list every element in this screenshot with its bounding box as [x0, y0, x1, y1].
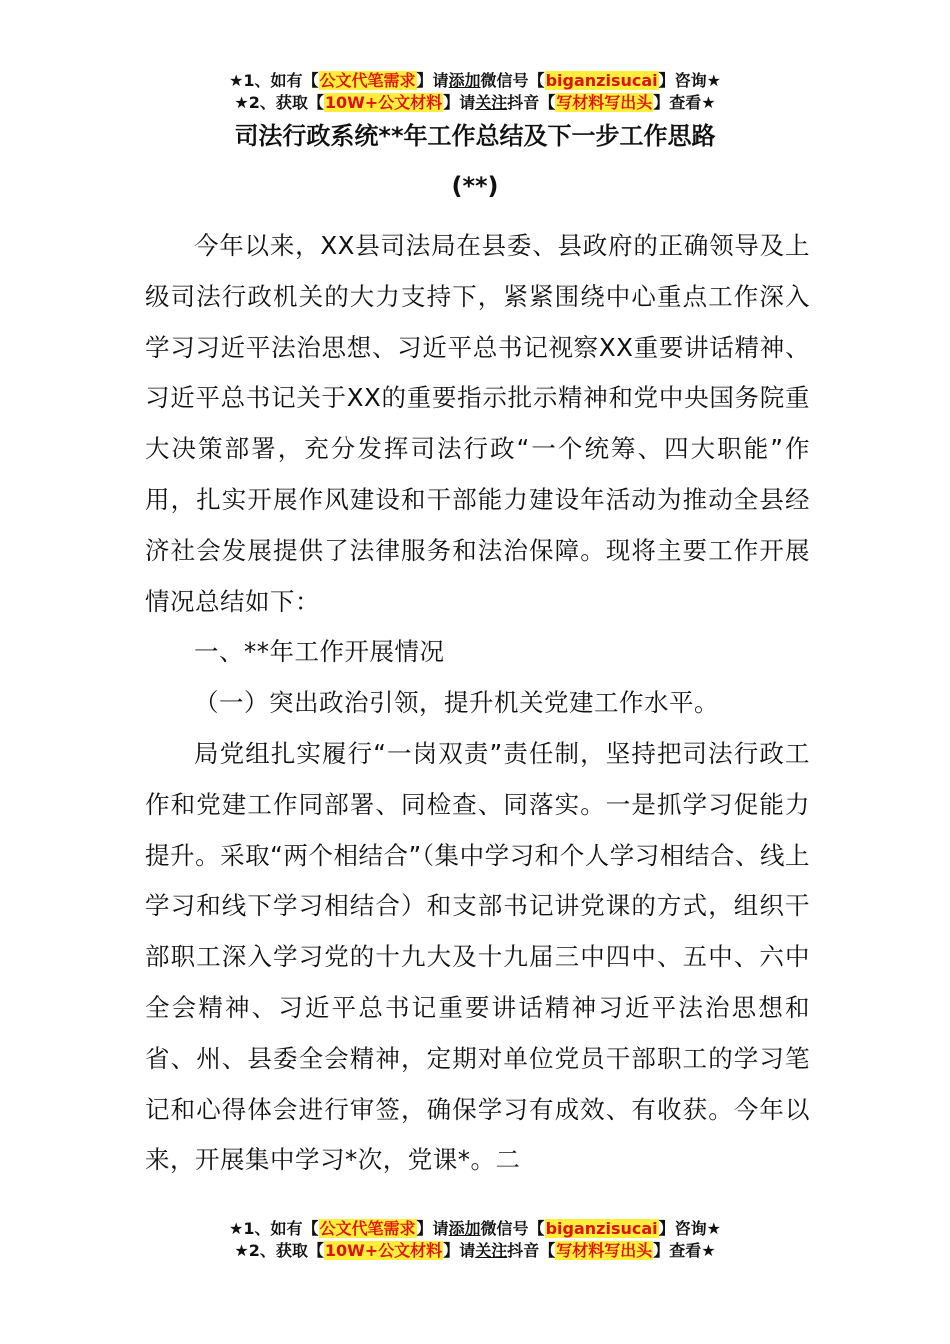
banner-underlined: 添加	[448, 71, 481, 90]
paragraph-party-building: 局党组扎实履行“一岗双责”责任制，坚持把司法行政工作和党建工作同部署、同检查、同落实。一是抓学习促能力提升。采取“两个相结合”（集中学习和个人学习相结合、线上学习和线下学习相结合）和支部书记讲党课的方式，组织干部职工深入学习党的十九大及十九届三中四中、五中、六中全会精神、习近平总书记重要讲话精神习近平法治思想和省、州、县委全会精神，定期对单位党员干部职工的学习笔记和心得体会进行审签，确保学习有成效、有收获。今年以来，开展集中学习*次，党课*。二	[145, 738, 810, 1175]
banner-underlined: 关注	[475, 1241, 508, 1260]
banner-text: 微信号【	[480, 1219, 545, 1238]
banner-text: 】请	[443, 1241, 476, 1260]
banner-text: 】请	[443, 93, 476, 112]
banner-text: 】请	[416, 1219, 449, 1238]
footer-banner	[0, 1218, 950, 1262]
banner-line-2	[0, 1240, 950, 1262]
banner-line-1	[0, 70, 950, 92]
banner-text: 微信号【	[480, 71, 545, 90]
document-body	[145, 221, 810, 1186]
document-title: 司法行政系统**年工作总结及下一步工作思路	[234, 122, 716, 150]
banner-line-1	[0, 1218, 950, 1240]
banner-text: ★1、如有【	[229, 1219, 319, 1238]
banner-text: 抖音【	[507, 1241, 556, 1260]
banner-text: ★1、如有【	[229, 71, 319, 90]
banner-text: 】请	[416, 71, 449, 90]
banner-text: 】咨询★	[658, 71, 721, 90]
banner-underlined: 关注	[475, 93, 508, 112]
document-subtitle: (**)	[451, 172, 499, 200]
header-banner	[0, 70, 950, 114]
banner-text: 】查看★	[653, 1241, 716, 1260]
banner-highlight: biganzisucai	[545, 71, 658, 90]
banner-line-2	[0, 92, 950, 114]
banner-text: ★2、获取【	[234, 1241, 324, 1260]
banner-highlight: 10W+公文材料	[324, 93, 443, 112]
section-heading: 一、**年工作开展情况	[194, 637, 445, 667]
banner-highlight: 公文代笔需求	[319, 1219, 416, 1238]
banner-text: 抖音【	[507, 93, 556, 112]
banner-underlined: 添加	[448, 1219, 481, 1238]
banner-highlight: 10W+公文材料	[324, 1241, 443, 1260]
banner-text: 】咨询★	[658, 1219, 721, 1238]
banner-highlight: 写材料写出头	[556, 1241, 653, 1260]
banner-text: ★2、获取【	[234, 93, 324, 112]
banner-text: 】查看★	[653, 93, 716, 112]
banner-highlight: 写材料写出头	[556, 93, 653, 112]
banner-highlight: biganzisucai	[545, 1219, 658, 1238]
paragraph-intro: 今年以来，XX县司法局在县委、县政府的正确领导及上级司法行政机关的大力支持下，紧紧围绕中心重点工作深入学习习近平法治思想、习近平总书记视察XX重要讲话精神、习近平总书记关于XX的重要指示批示精神和党中央国务院重大决策部署，充分发挥司法行政“一个统筹、四大职能”作用，扎实开展作风建设和干部能力建设年活动为推动全县经济社会发展提供了法律服务和法治保障。现将主要工作开展情况总结如下：	[145, 231, 810, 616]
banner-highlight: 公文代笔需求	[319, 71, 416, 90]
subsection-heading: （一）突出政治引领，提升机关党建工作水平。	[194, 688, 719, 718]
